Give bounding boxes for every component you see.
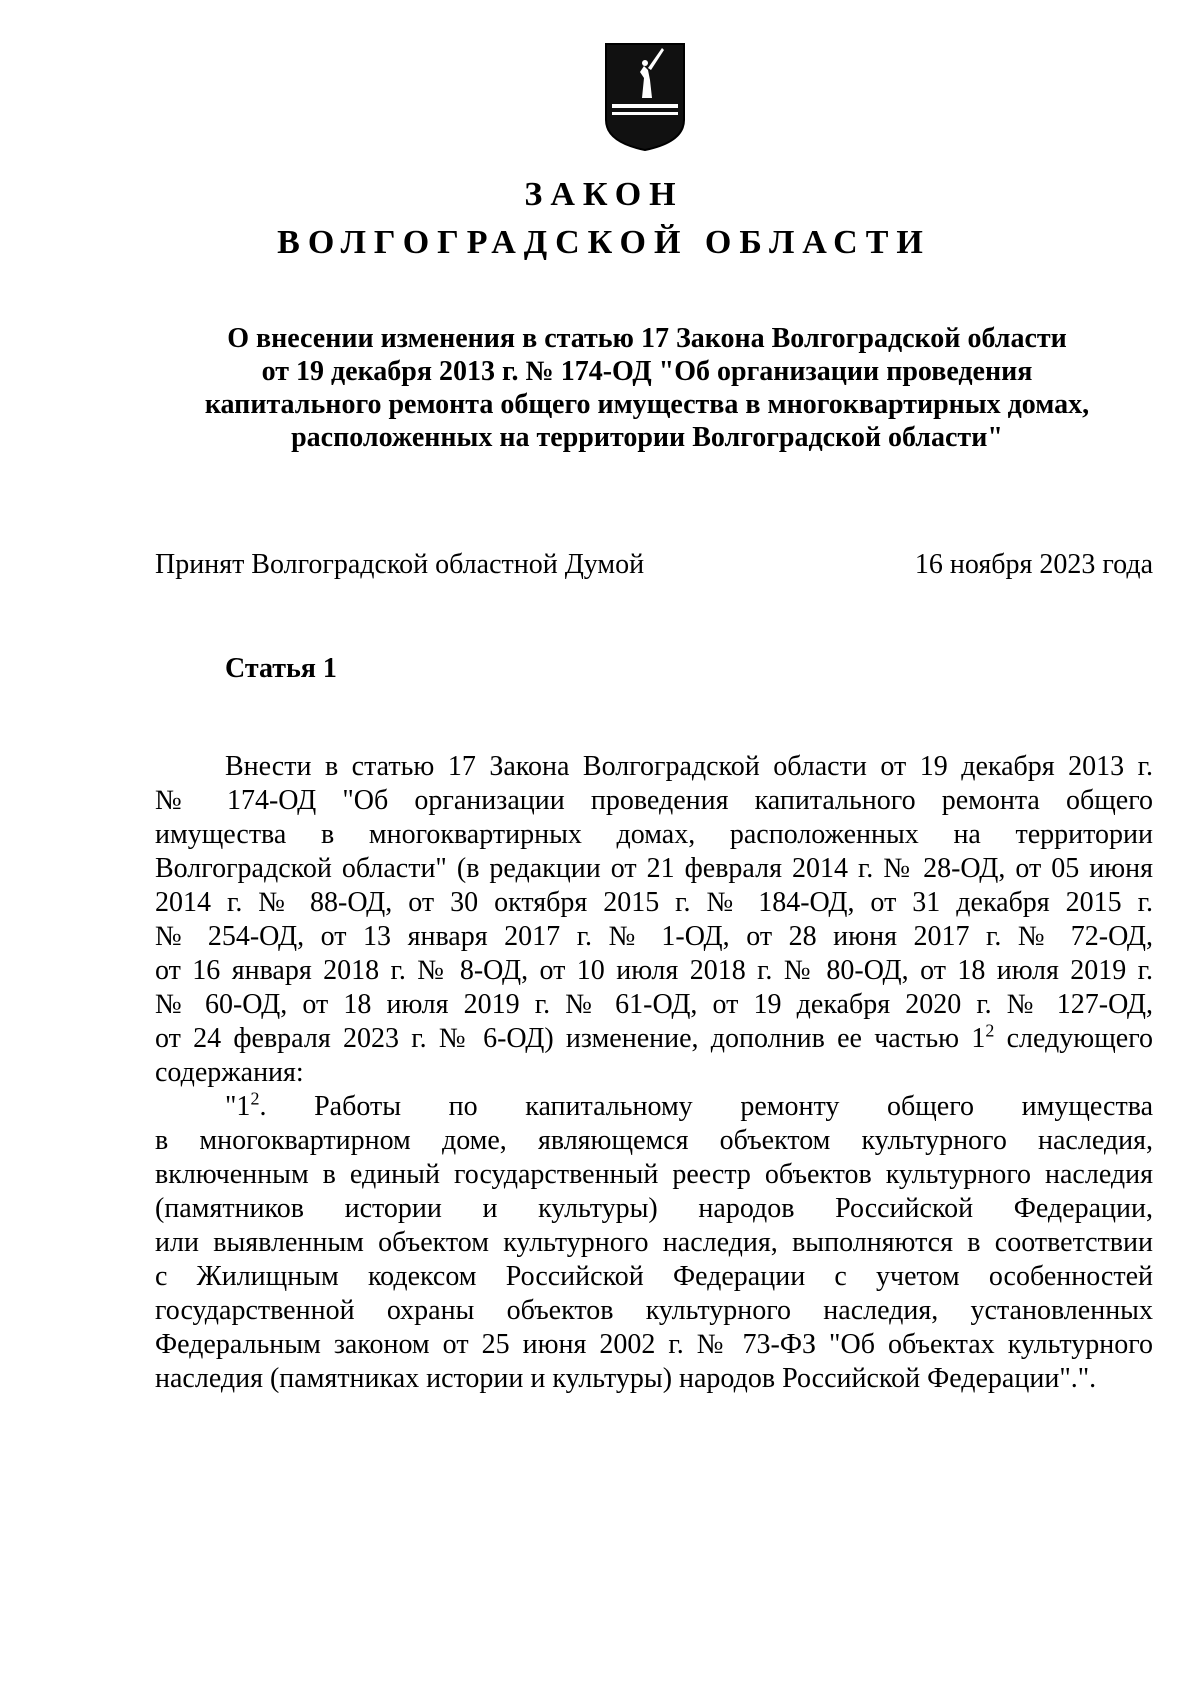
body-line: Федеральным законом от 25 июня 2002 г. № 73-ФЗ "Об объектах культурного (155, 1329, 1153, 1360)
body-line-text: следующего (994, 1023, 1153, 1054)
body-line-text: от 24 февраля 2023 г. № 6-ОД) изменение, дополнив ее частью 1 (155, 1023, 986, 1054)
article-body (155, 750, 1153, 1396)
adopted-by: Принят Волгоградской областной Думой (155, 549, 645, 580)
body-line: в многоквартирном доме, являющемся объектом культурного наследия, (155, 1125, 1153, 1156)
body-line: включенным в единый государственный реестр объектов культурного наследия (155, 1159, 1153, 1190)
body-line: имущества в многоквартирных домах, расположенных на территории (155, 819, 1153, 850)
body-line: государственной охраны объектов культурного наследия, установленных (155, 1295, 1153, 1326)
subject-line: капитального ремонта общего имущества в многоквартирных домах, (204, 389, 1090, 420)
body-line: с Жилищным кодексом Российской Федерации с учетом особенностей (155, 1261, 1153, 1292)
coat-of-arms-icon (604, 42, 686, 152)
body-line: (памятников истории и культуры) народов Российской Федерации, (155, 1193, 1153, 1224)
document-title-region: ВОЛГОГРАДСКОЙ ОБЛАСТИ (277, 224, 931, 261)
body-line: № 60-ОД, от 18 июля 2019 г. № 61-ОД, от 19 декабря 2020 г. № 127-ОД, (155, 989, 1153, 1020)
body-line-text: "1 (225, 1091, 251, 1122)
superscript: 2 (250, 1088, 260, 1109)
body-line (155, 1090, 1153, 1124)
document-title: ЗАКОН (524, 176, 684, 213)
subject-line: от 19 декабря 2013 г. № 174-ОД "Об организации проведения (261, 356, 1033, 387)
superscript: 2 (985, 1020, 995, 1041)
body-line: № 254-ОД, от 13 января 2017 г. № 1-ОД, от 28 июня 2017 г. № 72-ОД, (155, 921, 1153, 952)
body-line: Внести в статью 17 Закона Волгоградской области от 19 декабря 2013 г. (225, 751, 1153, 782)
body-line: 2014 г. № 88-ОД, от 30 октября 2015 г. № 184-ОД, от 31 декабря 2015 г. (155, 887, 1153, 918)
body-line-text: . Работы по капитальному ремонту общего имущества (259, 1091, 1153, 1122)
adopted-date: 16 ноября 2023 года (914, 549, 1153, 580)
body-line: от 16 января 2018 г. № 8-ОД, от 10 июля 2018 г. № 80-ОД, от 18 июля 2019 г. (155, 955, 1153, 986)
subject-line: расположенных на территории Волгоградской области" (291, 422, 1003, 453)
body-line (155, 1022, 1153, 1056)
body-line: Волгоградской области" (в редакции от 21 февраля 2014 г. № 28-ОД, от 05 июня (155, 853, 1153, 884)
body-line: № 174-ОД "Об организации проведения капитального ремонта общего (155, 785, 1153, 816)
law-subject (150, 322, 1144, 454)
subject-line: О внесении изменения в статью 17 Закона Волгоградской области (227, 323, 1067, 354)
article-title: Статья 1 (225, 653, 337, 684)
body-line: или выявленным объектом культурного наследия, выполняются в соответствии (155, 1227, 1153, 1258)
body-line: наследия (памятниках истории и культуры) народов Российской Федерации".". (155, 1363, 1097, 1394)
body-line: содержания: (155, 1057, 304, 1088)
adoption-line (155, 548, 1153, 582)
